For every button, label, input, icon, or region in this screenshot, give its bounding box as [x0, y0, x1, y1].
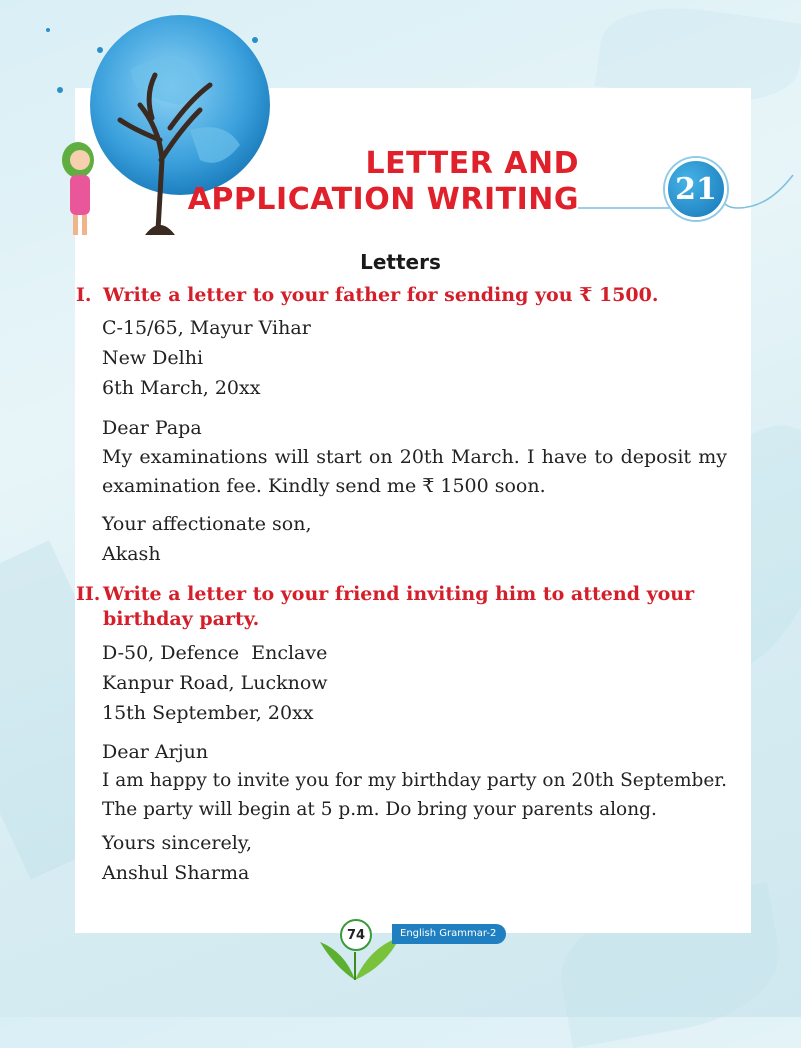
letter-body: My examinations will start on 20th March. I have to deposit my examination fee. Kindly send me ₹ 1500 soon.: [102, 446, 727, 497]
closing: Yours sincerely,: [102, 832, 253, 854]
address-line: New Delhi: [102, 347, 204, 369]
question-number: I.: [76, 284, 92, 306]
chapter-title-line2: APPLICATION WRITING: [187, 182, 579, 217]
question-text-line1: Write a letter to your friend inviting him to attend your: [103, 583, 695, 605]
question-2: [76, 582, 727, 632]
salutation: Dear Arjun: [102, 741, 209, 763]
date-line: 6th March, 20xx: [102, 377, 261, 399]
question-number: II.: [76, 583, 101, 605]
letter-body: I am happy to invite you for my birthday party on 20th September. The party will begin at 5 p.m. Do bring your parents along.: [102, 770, 727, 820]
chapter-number-badge: 21: [665, 158, 727, 220]
address-line: Kanpur Road, Lucknow: [102, 672, 328, 694]
question-text: [103, 582, 727, 632]
page-number: 74: [340, 919, 372, 951]
book-title-tag: English Grammar-2: [392, 924, 506, 944]
signature: Akash: [102, 543, 161, 565]
signature: Anshul Sharma: [102, 862, 250, 884]
question-text-line2: birthday party.: [103, 608, 260, 630]
question-text: Write a letter to your father for sending you ₹ 1500.: [103, 284, 659, 306]
question-1: [76, 283, 727, 308]
salutation: Dear Papa: [102, 417, 202, 439]
address-line: D-50, Defence Enclave: [102, 642, 328, 664]
section-heading: Letters: [360, 250, 441, 274]
chapter-title-line1: LETTER AND: [365, 146, 579, 181]
date-line: 15th September, 20xx: [102, 702, 314, 724]
closing: Your affectionate son,: [102, 513, 312, 535]
address-line: C-15/65, Mayur Vihar: [102, 317, 311, 339]
